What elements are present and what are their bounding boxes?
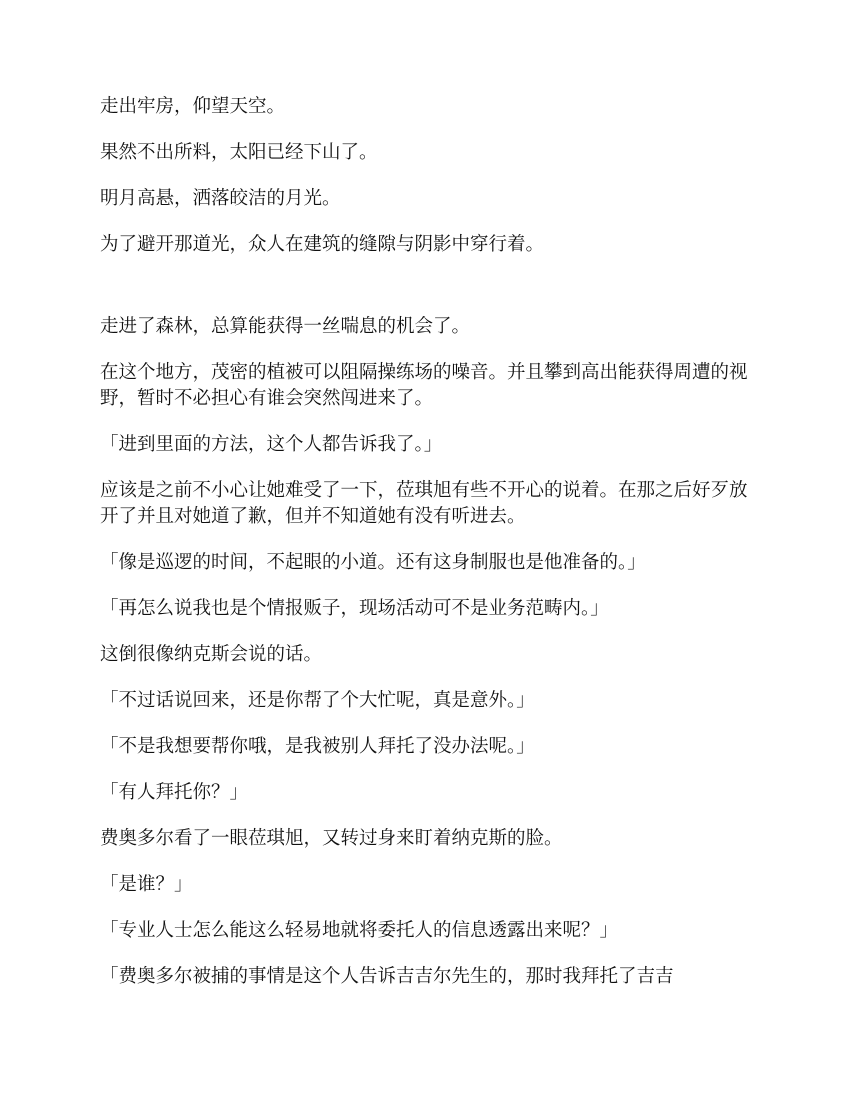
dialogue-line: 「进到里面的方法，这个人都告诉我了。」 — [100, 434, 443, 455]
dialogue-line: 「不是我想要帮你哦，是我被别人拜托了没办法呢。」 — [100, 736, 535, 757]
paragraph: 走出牢房，仰望天空。 — [100, 96, 286, 117]
dialogue-line: 「有人拜托你？」 — [100, 782, 249, 803]
paragraph: 为了避开那道光，众人在建筑的缝隙与阴影中穿行着。 — [100, 234, 545, 255]
dialogue-line: 「再怎么说我也是个情报贩子，现场活动可不是业务范畴内。」 — [100, 598, 609, 619]
paragraph: 走进了森林，总算能获得一丝喘息的机会了。 — [100, 316, 471, 337]
paragraph: 费奥多尔看了一眼莅琪旭，又转过身来盯着纳克斯的脸。 — [100, 828, 563, 849]
paragraph: 在这个地方，茂密的植被可以阻隔操练场的噪音。并且攀到高出能获得周遭的视野，暂时不必担心有谁会突然闯进来了。 — [100, 362, 748, 409]
dialogue-line: 「费奥多尔被捕的事情是这个人告诉吉吉尔先生的，那时我拜托了吉吉 — [100, 966, 674, 987]
dialogue-line: 「不过话说回来，还是你帮了个大忙呢，真是意外。」 — [100, 690, 535, 711]
document-page — [100, 94, 760, 1010]
paragraph: 应该是之前不小心让她难受了一下，莅琪旭有些不开心的说着。在那之后好歹放开了并且对她道了歉，但并不知道她有没有听进去。 — [100, 480, 748, 527]
paragraph: 明月高悬，洒落皎洁的月光。 — [100, 188, 341, 209]
dialogue-line: 「是谁？」 — [100, 874, 193, 895]
dialogue-line: 「专业人士怎么能这么轻易地就将委托人的信息透露出来呢？」 — [100, 920, 619, 941]
paragraph: 这倒很像纳克斯会说的话。 — [100, 644, 323, 665]
dialogue-line: 「像是巡逻的时间，不起眼的小道。还有这身制服也是他准备的。」 — [100, 552, 646, 573]
paragraph: 果然不出所料，太阳已经下山了。 — [100, 142, 378, 163]
